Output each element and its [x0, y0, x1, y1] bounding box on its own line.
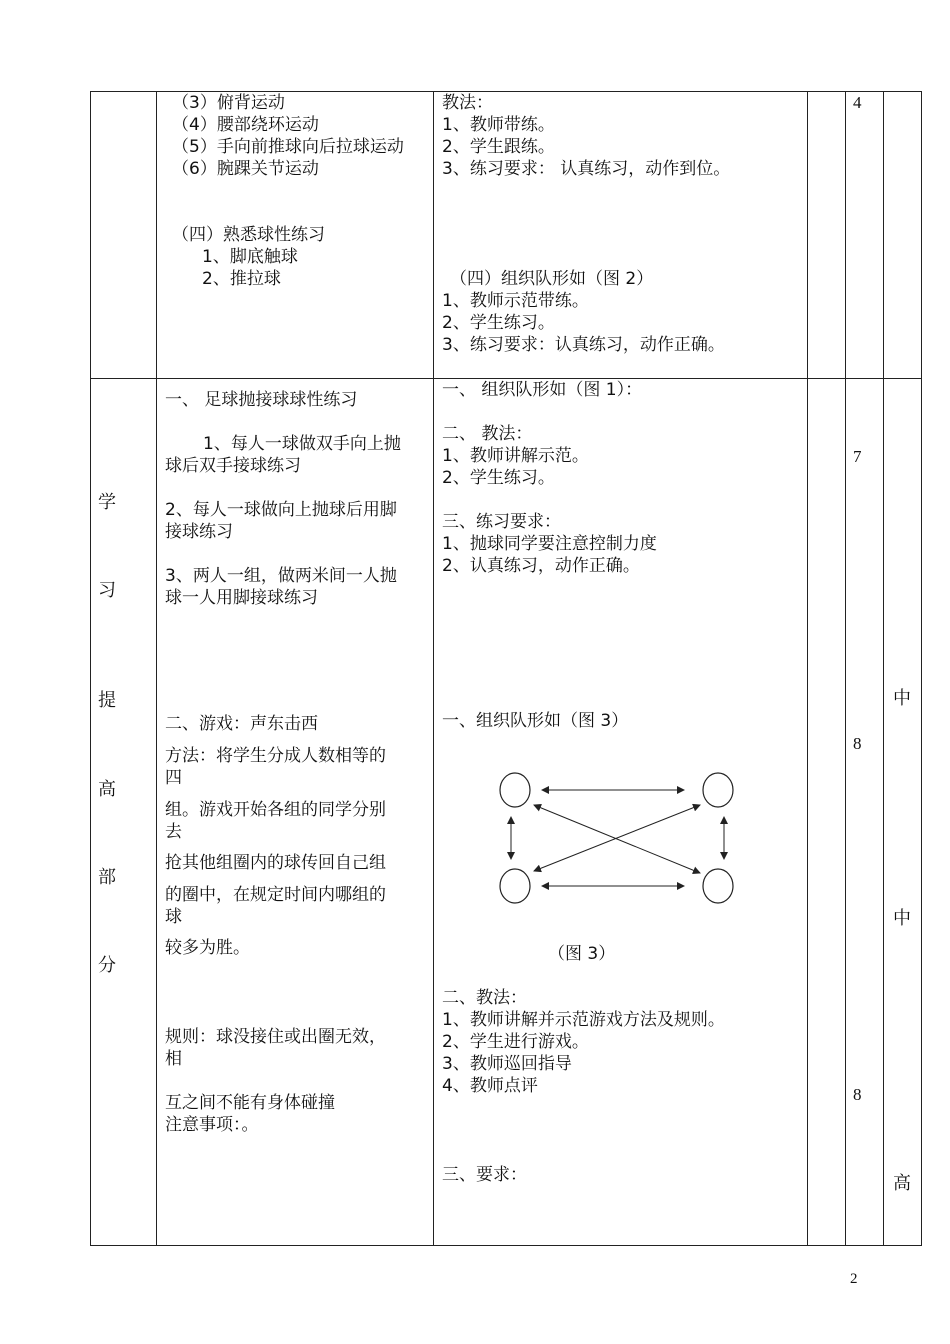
exercise-line: 1、每人一球做双手向上抛: [203, 434, 401, 454]
learn-title: 一、 足球抛接球球性练习: [165, 390, 358, 410]
formation-item: 1、教师示范带练。: [442, 291, 589, 311]
figure-caption: （图 3）: [548, 944, 616, 964]
exercise-line: 3、两人一组，做两米间一人抛: [165, 566, 397, 586]
familiar-item: 2、推拉球: [202, 269, 281, 289]
game-desc-line: 组。游戏开始各组的同学分别: [165, 800, 386, 820]
formation-title: 一、 组织队形如（图 1）：: [442, 380, 643, 400]
section-label-char: 高: [98, 779, 116, 800]
game-desc-line: 四: [165, 768, 182, 788]
col-line-5: [845, 91, 846, 1246]
method-item: 4、教师点评: [442, 1076, 538, 1096]
method-item: 2、学生进行游戏。: [442, 1032, 589, 1052]
section-label-char: 学: [98, 492, 116, 513]
method-line: 1、教师带练。: [442, 115, 555, 135]
requirement-item: 2、认真练习，动作正确。: [442, 556, 640, 576]
section-label-char: 习: [98, 580, 116, 601]
col-line-3: [433, 91, 434, 1246]
method-title: 二、教法：: [442, 988, 527, 1008]
col-line-7: [921, 91, 922, 1246]
formation-diagram: [490, 765, 750, 915]
requirement-title: 三、练习要求：: [442, 512, 561, 532]
game-rule-line: 规则：球没接住或出圈无效，: [165, 1027, 386, 1047]
requirement-title: 三、要求：: [442, 1165, 527, 1185]
intensity-label: 中: [893, 688, 911, 709]
intensity-label: 中: [893, 908, 911, 929]
method-line: 3、练习要求： 认真练习，动作到位。: [442, 159, 731, 179]
group-circle: [500, 773, 530, 807]
method-line: 教法：: [442, 93, 493, 113]
group-circle: [703, 869, 733, 903]
time-count: 8: [853, 1085, 862, 1104]
game-desc-line: 去: [165, 822, 182, 842]
col-line-2: [156, 91, 157, 1246]
game-desc-line: 方法：将学生分成人数相等的: [165, 746, 386, 766]
content-line: （6）腕踝关节运动: [172, 159, 319, 179]
requirement-item: 1、抛球同学要注意控制力度: [442, 534, 657, 554]
section-label-char: 提: [98, 690, 116, 711]
method-item: 2、学生练习。: [442, 468, 555, 488]
col-line-4: [807, 91, 808, 1246]
game-rule-line: 相: [165, 1049, 182, 1069]
method-item: 3、教师巡回指导: [442, 1054, 572, 1074]
game-rule-line: 注意事项：。: [165, 1115, 259, 1135]
col-line-1: [90, 91, 91, 1246]
section-label-char: 分: [98, 955, 116, 976]
method-title: 二、 教法：: [442, 424, 533, 444]
time-count: 4: [853, 93, 862, 112]
content-line: （4）腰部绕环运动: [172, 115, 319, 135]
formation-title: （四）组织队形如（图 2）: [450, 269, 654, 289]
game-desc-line: 的圈中，在规定时间内哪组的: [165, 885, 386, 905]
exercise-line: 球后双手接球练习: [165, 456, 301, 476]
time-count: 8: [853, 734, 862, 753]
content-line: （3）俯背运动: [172, 93, 285, 113]
method-item: 1、教师讲解并示范游戏方法及规则。: [442, 1010, 725, 1030]
formation-item: 3、练习要求：认真练习，动作正确。: [442, 335, 725, 355]
group-circle: [703, 773, 733, 807]
game-desc-line: 抢其他组圈内的球传回自己组: [165, 853, 386, 873]
game-desc-line: 较多为胜。: [165, 938, 250, 958]
familiar-item: 1、脚底触球: [202, 247, 298, 267]
familiar-title: （四）熟悉球性练习: [172, 225, 325, 245]
exercise-line: 接球练习: [165, 522, 233, 542]
exercise-line: 2、每人一球做向上抛球后用脚: [165, 500, 397, 520]
section-label-char: 部: [98, 867, 116, 888]
table-bottom-border: [90, 1245, 922, 1246]
intensity-label: 高: [893, 1173, 911, 1194]
method-item: 1、教师讲解示范。: [442, 446, 589, 466]
formation-title: 一、组织队形如（图 3）: [442, 711, 629, 731]
formation-item: 2、学生练习。: [442, 313, 555, 333]
page-number: 2: [850, 1271, 858, 1287]
time-count: 7: [853, 447, 862, 466]
game-desc-line: 球: [165, 907, 182, 927]
exercise-line: 球一人用脚接球练习: [165, 588, 318, 608]
col-line-6: [883, 91, 884, 1246]
game-title: 二、游戏：声东击西: [165, 714, 318, 734]
method-line: 2、学生跟练。: [442, 137, 555, 157]
content-line: （5）手向前推球向后拉球运动: [172, 137, 404, 157]
group-circle: [500, 869, 530, 903]
game-rule-line: 互之间不能有身体碰撞: [165, 1093, 335, 1113]
